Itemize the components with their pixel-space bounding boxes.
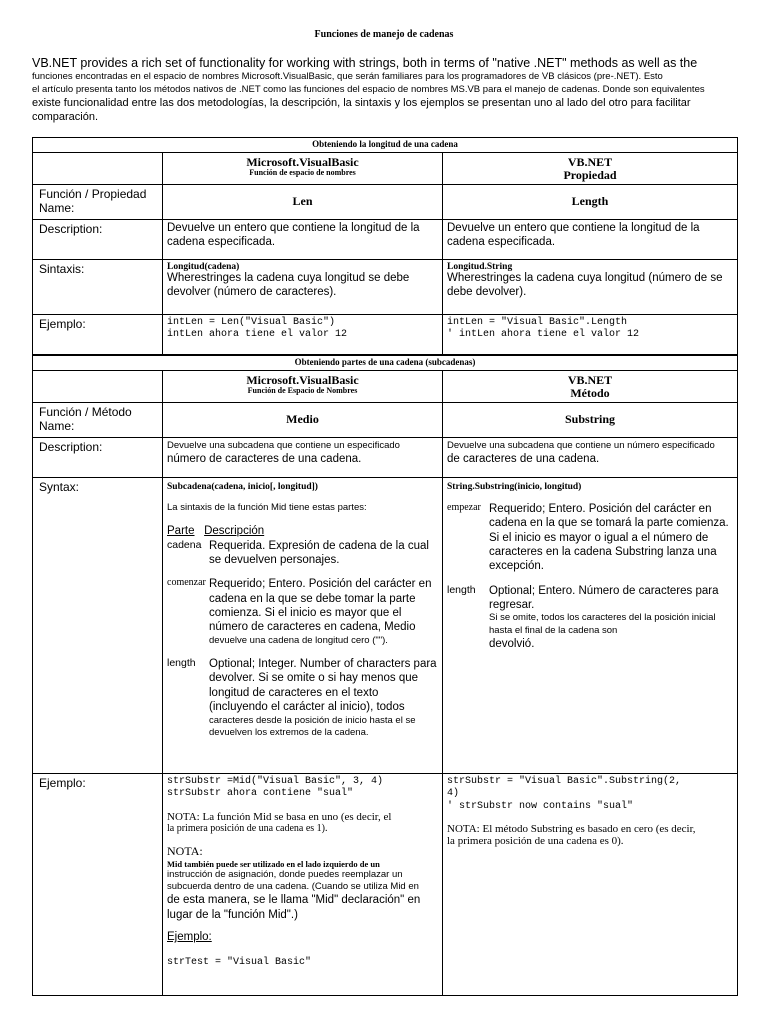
description-line: número de caracteres de una cadena.	[167, 453, 362, 466]
param-name: empezar	[447, 501, 481, 513]
example-code-2: strTest = "Visual Basic"	[167, 956, 312, 968]
example-vb	[163, 773, 443, 995]
note-mid-text-2: de esta manera, se le llama "Mid" declaración" en lugar de la "función Mid".)	[167, 894, 421, 921]
row-label-syntax: Sintaxis:	[33, 259, 163, 314]
param-body	[489, 584, 733, 652]
param-name: length	[167, 657, 196, 670]
example-code: strSubstr = "Visual Basic".Substring(2, 4) ' strSubstr now contains "sual"	[447, 775, 682, 812]
example-heading: Ejemplo:	[167, 931, 212, 944]
param-text: Requerido; Entero. Posición del carácter en cadena en la que se debe tomar la parte comienza. Si el inicio es mayor que el número de caracteres en cadena, Medio	[209, 578, 432, 634]
empty-header-cell	[33, 371, 163, 403]
syntax-text: Wherestringes la cadena cuya longitud se debe devolver (número de caracteres).	[167, 271, 410, 298]
param-name: comenzar	[167, 577, 206, 589]
syntax-text: Wherestringes la cadena cuya longitud (número de se debe devolver).	[447, 271, 723, 298]
function-name-net: Length	[443, 185, 738, 220]
intro-line-3: el artículo presenta tanto los métodos nativos de .NET como las funciones del espacio de nombres MS.VB para el manejo de cadenas. Donde son equivalentes	[32, 83, 705, 95]
note-heading: NOTA:	[167, 843, 203, 858]
syntax-signature: String.Substring(inicio, longitud)	[447, 481, 582, 492]
parts-header-descripcion: Descripción	[204, 525, 265, 538]
row-label-example: Ejemplo:	[33, 314, 163, 354]
syntax-signature: Longitud(cadena)	[167, 261, 240, 272]
param-body	[209, 657, 438, 739]
intro-line-4: existe funcionalidad entre las dos metodologías, la descripción, la sintaxis y los ejemplos se presentan uno al lado del otro para facilitar	[32, 96, 691, 109]
column-header-vb	[163, 371, 443, 403]
column-subtitle: Método	[570, 385, 610, 400]
document-title: Funciones de manejo de cadenas	[314, 29, 454, 40]
param-empezar	[447, 502, 733, 574]
row-label-description: Description:	[33, 437, 163, 477]
example-code: strSubstr =Mid("Visual Basic", 3, 4) strSubstr ahora contiene "sual"	[167, 775, 384, 800]
note-one-based: NOTA: La función Mid se basa en uno (es decir, el	[167, 810, 392, 823]
syntax-signature: Longitud.String	[447, 261, 513, 272]
column-subtitle: Función de espacio de nombres	[249, 167, 356, 177]
note-mid-bold: Mid también puede ser utilizado en el lado izquierdo de un	[167, 858, 380, 869]
param-length	[167, 657, 438, 739]
parts-header-parte: Parte	[167, 525, 195, 538]
syntax-intro: La sintaxis de la función Mid tiene estas partes:	[167, 501, 367, 513]
intro-paragraph	[32, 55, 742, 125]
note-one-based-2: la primera posición de una cadena es 1).	[167, 822, 328, 834]
syntax-signature: Subcadena(cadena, inicio[, longitud])	[167, 481, 318, 492]
row-label-example: Ejemplo:	[33, 773, 163, 995]
note-zero-based-2: la primera posición de una cadena es 0).	[447, 835, 624, 848]
param-note: caracteres desde la posición de inicio hasta el se devuelven los extremos de la cadena.	[209, 714, 416, 738]
column-header-net	[443, 153, 738, 185]
example-code-net: intLen = "Visual Basic".Length ' intLen ahora tiene el valor 12	[443, 314, 738, 354]
syntax-vb	[163, 477, 443, 773]
example-net	[443, 773, 738, 995]
row-label-description: Description:	[33, 219, 163, 259]
description-vb: Devuelve un entero que contiene la longitud de la cadena especificada.	[163, 219, 443, 259]
param-note: devuelve una cadena de longitud cero ("").	[209, 634, 388, 646]
column-title: Microsoft.VisualBasic	[246, 155, 359, 169]
note-zero-based: NOTA: El método Substring es basado en cero (es decir,	[447, 823, 696, 836]
param-tail: devolvió.	[489, 638, 535, 651]
function-name-net: Substring	[443, 403, 738, 438]
function-name-vb: Medio	[163, 403, 443, 438]
row-label-function: Función / Método Name:	[33, 403, 163, 438]
description-net	[443, 437, 738, 477]
syntax-vb	[163, 259, 443, 314]
param-note: Si se omite, todos los caracteres del la posición inicial hasta el final de la cadena son	[489, 612, 716, 636]
column-header-vb	[163, 153, 443, 185]
note-mid-text: instrucción de asignación, donde puedes reemplazar un subcuerda dentro de una cadena. (Cuando se utiliza Mid en	[167, 868, 419, 893]
column-header-net	[443, 371, 738, 403]
param-name: cadena	[167, 538, 202, 551]
column-subtitle: Propiedad	[563, 167, 617, 182]
column-subtitle: Función de Espacio de Nombres	[247, 385, 358, 395]
syntax-net	[443, 259, 738, 314]
param-cadena	[167, 539, 438, 568]
table-caption: Obteniendo partes de una cadena (subcadenas)	[33, 356, 738, 371]
length-table	[32, 137, 738, 355]
param-body	[209, 577, 438, 647]
intro-line-5: comparación.	[32, 111, 99, 124]
intro-line-1: VB.NET provides a rich set of functionality for working with strings, both in terms of "native .NET" methods as well as the	[32, 56, 698, 70]
description-line: Devuelve una subcadena que contiene un especificado	[167, 439, 400, 451]
substring-table	[32, 355, 738, 996]
description-vb	[163, 437, 443, 477]
row-label-syntax: Syntax:	[33, 477, 163, 773]
param-text: Requerido; Entero. Posición del carácter en cadena en la que se tomará la parte comienza. Si el inicio es mayor o igual a el número de caracteres en la cadena Substring lanza una excepción.	[489, 502, 729, 573]
param-comenzar	[167, 577, 438, 647]
param-text: Requerida. Expresión de cadena de la cual se devuelven personajes.	[209, 539, 429, 566]
intro-line-2: funciones encontradas en el espacio de nombres Microsoft.VisualBasic, que serán familiares para los programadores de VB clásicos (pre-.NET). Esto	[32, 71, 663, 83]
param-text: Optional; Entero. Número de caracteres para regresar.	[489, 584, 719, 612]
param-text: Optional; Integer. Number of characters para devolver. Si se omite o si hay menos que longitud de caracteres en el texto (incluyendo el carácter al inicio), todos	[209, 658, 437, 714]
param-name: length	[447, 583, 476, 596]
syntax-net	[443, 477, 738, 773]
description-net: Devuelve un entero que contiene la longitud de la cadena especificada.	[443, 219, 738, 259]
description-line: Devuelve una subcadena que contiene un número especificado	[447, 439, 715, 451]
empty-header-cell	[33, 153, 163, 185]
column-title: Microsoft.VisualBasic	[246, 373, 359, 387]
function-name-vb: Len	[163, 185, 443, 220]
table-caption: Obteniendo la longitud de una cadena	[33, 138, 738, 153]
parts-header	[167, 524, 438, 538]
column-title: VB.NET	[567, 373, 613, 387]
example-code-vb: intLen = Len("Visual Basic") intLen ahora tiene el valor 12	[163, 314, 443, 354]
description-line: de caracteres de una cadena.	[447, 453, 600, 466]
row-label-function: Función / Propiedad Name:	[33, 185, 163, 220]
column-title: VB.NET	[567, 155, 613, 169]
param-length	[447, 584, 733, 652]
